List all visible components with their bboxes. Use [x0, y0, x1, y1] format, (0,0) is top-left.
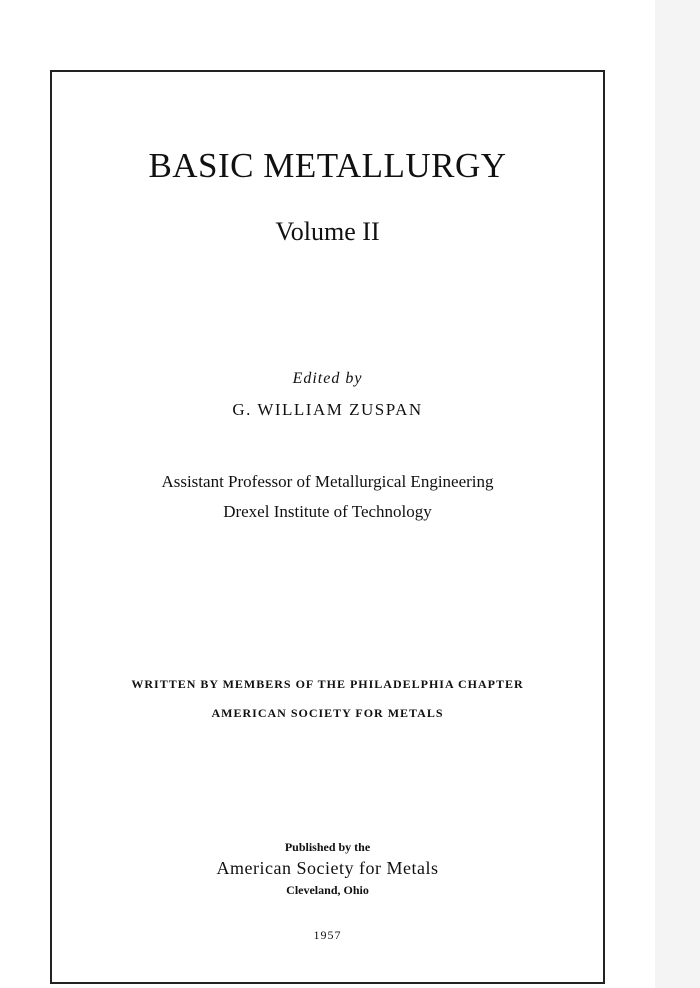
right-margin	[655, 0, 700, 988]
publisher-name: American Society for Metals	[216, 858, 439, 878]
publisher-location: Cleveland, Ohio	[286, 883, 369, 897]
book-title: BASIC METALLURGY	[148, 146, 507, 185]
editor-name: G. WILLIAM ZUSPAN	[232, 400, 423, 419]
title-page	[50, 70, 605, 984]
published-by-label: Published by the	[284, 840, 371, 854]
editor-affiliation-title: Assistant Professor of Metallurgical Engineering	[161, 472, 494, 491]
editor-affiliation-institution: Drexel Institute of Technology	[223, 502, 432, 521]
written-by-line: WRITTEN BY MEMBERS OF THE PHILADELPHIA CHAPTER	[131, 677, 524, 691]
publication-year: 1957	[313, 928, 342, 942]
society-line: AMERICAN SOCIETY FOR METALS	[211, 706, 444, 720]
volume-label: Volume II	[275, 217, 380, 246]
edited-by-label: Edited by	[292, 370, 363, 387]
